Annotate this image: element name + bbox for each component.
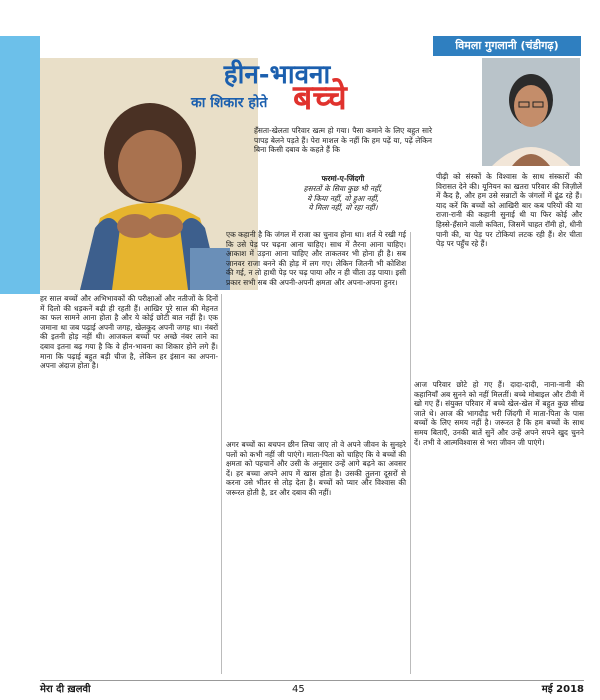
- decorative-strip: [0, 36, 40, 294]
- top-margin: [0, 0, 600, 28]
- author-photo: [482, 58, 580, 166]
- poem-line: हसरतों के सिवा कुछ भी नहीं,: [303, 183, 383, 193]
- magazine-name: मेरा दी ख़लवी: [40, 684, 91, 695]
- poem-line: ये किया नहीं, वो हुआ नहीं,: [307, 193, 379, 203]
- poem-title: फरमां-ए-जिंदगी: [321, 174, 365, 183]
- middle-column-lower: अगर बच्चों का बचपन छीन लिया जाए तो वे अपने जीवन के सुनहरे पलों को कभी नहीं जी पाएंगे। माता-पिता को चाहिए कि वे बच्चों की क्षमता को पहचानें और उसी के अनुसार उन्हें आगे बढ़ने का अवसर दें। हर बच्चा अपने आप में खास होता है। उसकी तुलना दूसरों से करना उसे भीतर से तोड़ देता है। बच्चों को प्यार और विश्वास की जरूरत होती है, डर और दबाव की नहीं।: [226, 440, 406, 497]
- poem-block: [258, 174, 428, 213]
- middle-column: एक कहानी है कि जंगल में राजा का चुनाव होना था। शर्त ये रखी गई कि उसे पेड़ पर चढ़ना आना चाहिए। साथ में तैरना आना चाहिए। आकाश में उड़ना आना चाहिए और ताकतवर भी होना ही है। सब जानवर राजा बनने की होड़ में लग गए। लेकिन जितनी भी कोशिश की गई, न तो हाथी पेड़ पर चढ़ पाया और न ही चीता उड़ पाया। इसी प्रकार सभी सब की अपनी-अपनी क्षमता और अपना-अपना हुनर।: [226, 230, 406, 287]
- article-title: [187, 60, 377, 122]
- title-line-2b: बच्चे: [293, 78, 347, 118]
- author-banner: विमला गुगलानी (चंडीगढ़): [433, 36, 581, 56]
- title-line-1: हीन-भावना: [223, 60, 331, 90]
- article-intro: हँसता-खेलता परिवार खत्म हो गया। पैसा कमाने के लिए बहुत सारे पापड़ बेलने पड़ते हैं। पेरा माशल के नहीं कि हम पढ़ें या, पढ़ें लेकिन बिना किसी दबाव के कहते हैं कि: [254, 126, 432, 155]
- right-column: पीढ़ी को संस्कों के विश्वास के साथ संस्कारों की विरासत देने की। यूनियन का खतरा परिवार की जिज़ीलें में कैद है, और हम उसे सन्नाटों के जंगलों में ढूंढ रहे हैं। याद करें कि बच्चों को आखिरी बार कब परियों की या राजा-रानी की कहानी सुनाई थी या फिर कोई और हिस्से-हँसाने वाली कविता, जिसमें चाहत रॉमी हो, धीनी पानी की, या पेड़ पर टोकियां लटक रही हैं। शेर चीता पेड़ पर पहुँच रहे हैं।: [436, 172, 582, 249]
- right-column-lower: आज परिवार छोटे हो गए हैं। दादा-दादी, नाना-नानी की कहानियाँ अब सुनने को नहीं मिलतीं। बच्चे मोबाइल और टीवी में खो गए हैं। संयुक्त परिवार में बच्चे खेल-खेल में बहुत कुछ सीख जाते थे। आज की भागदौड़ भरी जिंदगी में माता-पिता के पास बच्चों के लिए समय नहीं है। जरूरत है कि हम बच्चों के साथ समय बिताएँ, उनकी बातें सुनें और उन्हें अपने सपने खुद चुनने दें। तभी वे आत्मविश्वास से भरा जीवन जी पाएंगे।: [414, 380, 584, 447]
- page-footer: [40, 680, 584, 699]
- column-divider: [410, 232, 411, 674]
- left-column: हर साल बच्चों और अभिभावकों की परीक्षाओं और नतीजों के दिनों में दिलो की धड़कनें बढ़ी ही रहती हैं। आखिर पूरे साल की मेहनत का फल सामने आना होता है और ये कोई छोटी बात नहीं है। एक जमाना था जब पढ़ाई अपनी जगह, खेलकूद अपनी जगह था। नंबरों की इतनी होड़ नहीं थी। आजकल बच्चों पर अच्छे नंबर लाने का दबाव इतना बढ़ गया है कि वे हीन-भावना का शिकार होने लगे हैं। माना कि पढ़ाई बहुत बड़ी चीज है, लेकिन हर इंसान का अपना-अपना अंदाज होता है।: [40, 294, 218, 371]
- page-number: 45: [292, 684, 305, 695]
- column-divider: [221, 294, 222, 674]
- title-line-2a: का शिकार होते: [191, 95, 268, 111]
- issue-date: मई 2018: [541, 684, 584, 695]
- author-portrait: [482, 58, 580, 166]
- poem-line: ये मिला नहीं, वो रहा नहीं।: [308, 203, 378, 213]
